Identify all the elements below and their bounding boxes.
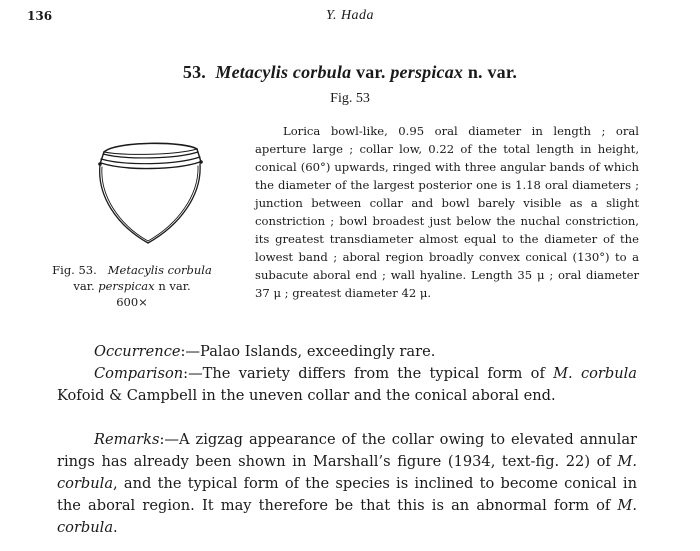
remarks-separator: :— (159, 431, 179, 448)
caption-label: Fig. 53. (52, 263, 97, 277)
species-title (0, 62, 700, 83)
variety-name: perspicax (390, 62, 464, 82)
species-description: Lorica bowl-like, 0.95 oral diameter in length ; oral aperture large ; collar low, 0.22 of the total length in height, conical (60°) upwards, ringed with three angular bands of which the diameter of the largest posterior one is 1.18 oral diameters ; junction between collar and bowl barely visible as a slight constriction ; bowl broadest just below the nuchal constriction, its greatest transdiameter almost equal to the diameter of the lowest band ; aboral region broadly convex conical (130°) to a subacute aboral end ; wall hyaline. Length 35 μ ; oral diameter 37 μ ; greatest diameter 42 μ. (255, 124, 639, 300)
comparison-separator: :— (183, 365, 203, 382)
remarks-text-1: A zigzag appearance of the collar owing to elevated annular rings has already been shown in Marshall’s figure (1934, text-fig. 22) of (57, 431, 637, 470)
occurrence-paragraph (57, 341, 637, 363)
caption-variety: perspicax (98, 279, 155, 293)
caption-var: var. (73, 279, 95, 293)
comparison-species: M. corbula (553, 365, 637, 382)
var-label: var. (356, 62, 386, 82)
caption-suffix: n var. (158, 279, 191, 293)
entry-number: 53. (182, 62, 206, 82)
remarks-paragraph (57, 429, 637, 539)
remarks-label: Remarks (94, 431, 160, 448)
comparison-paragraph (57, 363, 637, 407)
caption-species: Metacylis corbula (107, 263, 212, 277)
page-number: 136 (27, 9, 53, 23)
occurrence-text: Palao Islands, exceedingly rare. (200, 343, 436, 360)
caption-magnification: 600× (116, 295, 148, 309)
remarks-species-1: M. corbula (57, 453, 637, 492)
new-variety-suffix: n. var. (467, 62, 518, 82)
lorica-drawing-icon (96, 140, 204, 250)
remarks-species-2: M. corbula (57, 497, 637, 536)
running-head: Y. Hada (325, 8, 375, 23)
occurrence-separator: :— (180, 343, 201, 360)
occurrence-label: Occurrence (94, 343, 181, 360)
remarks-text-2: , and the typical form of the species is inclined to become conical in the aboral region. It may therefore be that this is an abnormal form of (57, 475, 637, 514)
species-name: Metacylis corbula (215, 62, 352, 82)
remarks-text-3: . (113, 519, 118, 536)
figure-caption (20, 262, 244, 310)
comparison-text-1: The variety differs from the typical form of (202, 365, 554, 382)
comparison-label: Comparison (94, 365, 184, 382)
figure-reference: Fig. 53 (330, 91, 370, 106)
comparison-text-2: Kofoid & Campbell in the uneven collar and the conical aboral end. (57, 387, 556, 404)
